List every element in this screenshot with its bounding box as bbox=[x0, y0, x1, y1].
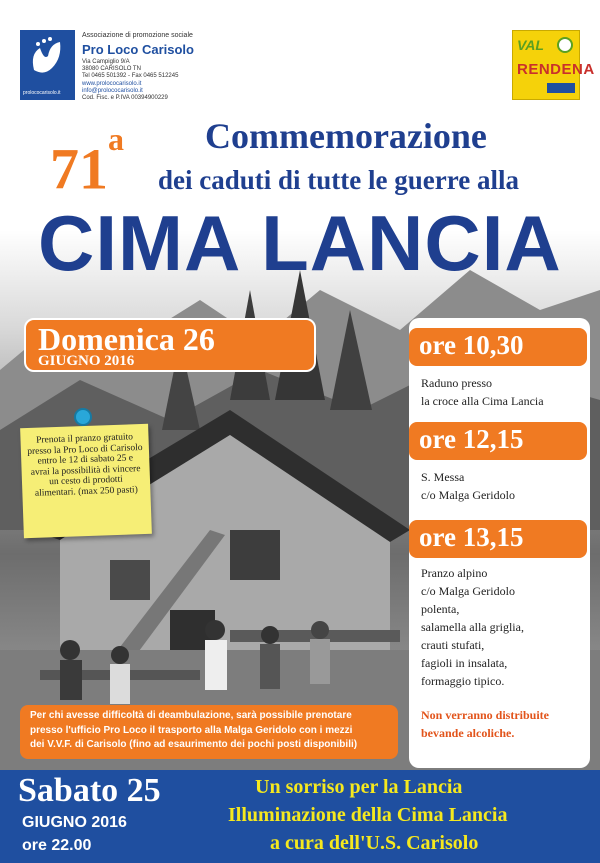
schedule-line: crauti stufati, bbox=[421, 638, 485, 652]
footer-day: Sabato 25 bbox=[18, 772, 161, 809]
val-rendena-logo bbox=[512, 30, 595, 100]
edition-number-value: 71 bbox=[50, 136, 108, 202]
time-tag bbox=[409, 520, 587, 558]
val-rendena-top: VAL bbox=[517, 37, 544, 53]
schedule-line: la croce alla Cima Lancia bbox=[421, 394, 544, 408]
warning-line: Non verranno distribuite bbox=[421, 708, 550, 722]
accessibility-line: dei V.V.F. di Carisolo (fino ad esaurimento dei pochi posti disponibili) bbox=[30, 739, 358, 750]
footer-month: GIUGNO 2016 bbox=[22, 814, 127, 831]
date-sub: GIUGNO 2016 bbox=[38, 353, 135, 369]
schedule-line: formaggio tipico. bbox=[421, 674, 505, 688]
schedule-line: c/o Malga Geridolo bbox=[421, 584, 515, 598]
edition-suffix: a bbox=[108, 121, 124, 157]
sun-icon bbox=[555, 35, 575, 55]
footer-line: Illuminazione della Cima Lancia bbox=[228, 804, 508, 826]
date-main: Domenica 26 bbox=[38, 321, 215, 357]
pushpin-icon bbox=[74, 408, 92, 426]
schedule-line: Pranzo alpino bbox=[421, 566, 488, 580]
footer-line: Un sorriso per la Lancia bbox=[255, 776, 463, 798]
accessibility-notice bbox=[20, 705, 398, 759]
footer-band bbox=[0, 770, 600, 863]
footer-time: ore 22.00 bbox=[22, 837, 92, 854]
lunch-booking-note bbox=[20, 424, 152, 538]
phone-line: Tel 0465 501392 - Fax 0465 512245 bbox=[82, 73, 179, 79]
accessibility-line: Per chi avesse difficoltà di deambulazione, sarà possibile prenotare bbox=[30, 710, 352, 721]
address-line: 38080 CARISOLO TN bbox=[82, 66, 141, 72]
website-link[interactable]: www.prolococarisolo.it bbox=[82, 81, 142, 87]
fiscal-code: Cod. Fisc. e P.IVA 00394900229 bbox=[82, 95, 168, 101]
accessibility-line: presso l'ufficio Pro Loco il trasporto alla Malga Geridolo con i mezzi bbox=[30, 724, 353, 736]
schedule-line: S. Messa bbox=[421, 470, 465, 484]
schedule-line: fagioli in insalata, bbox=[421, 656, 508, 670]
partner-badge-icon bbox=[547, 83, 575, 93]
email-link[interactable]: info@prolococarisolo.it bbox=[82, 88, 143, 94]
schedule-line: polenta, bbox=[421, 602, 460, 616]
title-line1: Commemorazione bbox=[205, 116, 487, 156]
hands-logo-icon bbox=[20, 30, 75, 88]
schedule-panel bbox=[409, 318, 590, 768]
schedule-line: salamella alla griglia, bbox=[421, 620, 524, 634]
time-tag bbox=[409, 422, 587, 460]
warning-line: bevande alcoliche. bbox=[421, 726, 515, 740]
schedule-line: Raduno presso bbox=[421, 376, 492, 390]
time-tag bbox=[409, 328, 587, 366]
schedule-time: ore 13,15 bbox=[419, 522, 524, 552]
main-title: CIMA LANCIA bbox=[38, 199, 562, 287]
title-line2: dei caduti di tutte le guerre alla bbox=[158, 165, 519, 195]
address-line: Via Campiglio 9/A bbox=[82, 59, 130, 65]
edition-number bbox=[50, 121, 124, 202]
schedule-time: ore 12,15 bbox=[419, 424, 524, 454]
note-text: Prenota il pranzo gratuito presso la Pro Loco di Carisolo entro le 12 di sabato 25 e avrai la possibilità di vincere un cesto di prodotti alimentari. (max 250 pasti) bbox=[27, 432, 143, 499]
association-type: Associazione di promozione sociale bbox=[82, 32, 193, 39]
logo-caption: prolococarisolo.it bbox=[23, 90, 61, 96]
schedule-time: ore 10,30 bbox=[419, 330, 524, 360]
footer-line: a cura dell'U.S. Carisolo bbox=[270, 832, 479, 854]
pro-loco-logo bbox=[20, 30, 75, 100]
val-rendena-name: RENDENA bbox=[517, 61, 595, 78]
date-badge bbox=[24, 318, 316, 372]
schedule-line: c/o Malga Geridolo bbox=[421, 488, 515, 502]
association-name: Pro Loco Carisolo bbox=[82, 42, 194, 57]
